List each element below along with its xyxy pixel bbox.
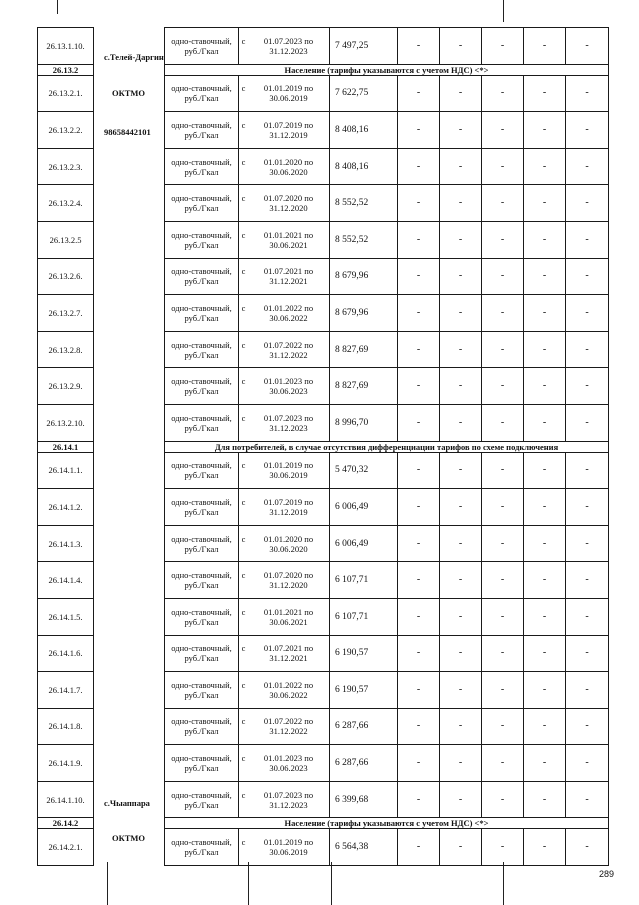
empty-value-dash: -: [524, 562, 566, 599]
empty-value-dash: -: [398, 781, 440, 818]
empty-value-dash: -: [482, 221, 524, 258]
table-row: [38, 452, 609, 489]
period-dates: 01.07.2019 по 31.12.2019: [263, 119, 314, 140]
empty-value-dash: -: [524, 331, 566, 368]
row-code: 26.13.2.2.: [38, 112, 94, 149]
tariff-unit: одно-ставочный, руб./Гкал: [165, 258, 239, 295]
period-dates: 01.01.2021 по 30.06.2021: [263, 606, 314, 627]
section-header-row: [38, 818, 609, 829]
period-prefix: с: [241, 266, 246, 277]
tariff-value: 8 679,96: [330, 295, 398, 332]
period-cell: [239, 230, 329, 250]
tariff-value: 8 827,69: [330, 368, 398, 405]
empty-value-dash: -: [398, 708, 440, 745]
period-prefix: с: [241, 83, 246, 94]
empty-value-dash: -: [482, 781, 524, 818]
empty-value-dash: -: [440, 185, 482, 222]
empty-value-dash: -: [398, 295, 440, 332]
period-prefix: с: [241, 35, 246, 46]
empty-value-dash: -: [482, 635, 524, 672]
row-code: 26.14.1.10.: [38, 781, 94, 818]
tariff-unit: одно-ставочный, руб./Гкал: [165, 745, 239, 782]
period-cell: [239, 303, 329, 323]
empty-value-dash: -: [524, 525, 566, 562]
period-prefix: с: [241, 412, 246, 423]
empty-value-dash: -: [482, 368, 524, 405]
empty-value-dash: -: [482, 75, 524, 112]
period-cell: [239, 340, 329, 360]
period-cell: [239, 837, 329, 857]
row-code: 26.14.1.8.: [38, 708, 94, 745]
section-title: Население (тарифы указываются с учетом НДС) <*>: [165, 818, 609, 829]
empty-value-dash: -: [482, 331, 524, 368]
empty-value-dash: -: [566, 708, 609, 745]
settlement-column: [94, 452, 165, 818]
period-prefix: с: [241, 679, 246, 690]
empty-value-dash: -: [440, 745, 482, 782]
empty-value-dash: -: [566, 745, 609, 782]
tariff-value: 6 006,49: [330, 525, 398, 562]
row-code: 26.14.1.5.: [38, 598, 94, 635]
scan-artifact-line: [248, 862, 249, 905]
empty-value-dash: -: [482, 258, 524, 295]
tariff-period: [239, 258, 330, 295]
tariff-period: [239, 598, 330, 635]
tariff-unit: одно-ставочный, руб./Гкал: [165, 404, 239, 441]
period-cell: [239, 790, 329, 810]
empty-value-dash: -: [398, 829, 440, 866]
empty-value-dash: -: [398, 525, 440, 562]
empty-value-dash: -: [398, 75, 440, 112]
period-cell: [239, 570, 329, 590]
empty-value-dash: -: [398, 404, 440, 441]
tariff-value: 8 408,16: [330, 112, 398, 149]
empty-value-dash: -: [482, 598, 524, 635]
empty-value-dash: -: [524, 829, 566, 866]
tariff-unit: одно-ставочный, руб./Гкал: [165, 672, 239, 709]
tariff-unit: одно-ставочный, руб./Гкал: [165, 829, 239, 866]
row-code: 26.14.1.6.: [38, 635, 94, 672]
section-header-row: [38, 441, 609, 452]
tariff-period: [239, 452, 330, 489]
row-code: 26.13.2.1.: [38, 75, 94, 112]
tariff-period: [239, 295, 330, 332]
empty-value-dash: -: [524, 672, 566, 709]
period-dates: 01.01.2022 по 30.06.2022: [263, 302, 314, 323]
empty-value-dash: -: [566, 148, 609, 185]
row-code: 26.13.2.6.: [38, 258, 94, 295]
tariff-unit: одно-ставочный, руб./Гкал: [165, 75, 239, 112]
period-prefix: с: [241, 643, 246, 654]
tariff-value: 6 399,68: [330, 781, 398, 818]
period-cell: [239, 266, 329, 286]
row-code: 26.14.1.9.: [38, 745, 94, 782]
scan-artifact-line: [503, 862, 504, 905]
empty-value-dash: -: [398, 489, 440, 526]
settlement-column: [94, 441, 165, 452]
empty-value-dash: -: [398, 672, 440, 709]
period-dates: 01.07.2021 по 31.12.2021: [263, 643, 314, 664]
empty-value-dash: -: [566, 562, 609, 599]
empty-value-dash: -: [440, 672, 482, 709]
tariff-period: [239, 75, 330, 112]
empty-value-dash: -: [482, 452, 524, 489]
page-number: 289: [599, 869, 615, 879]
empty-value-dash: -: [482, 708, 524, 745]
period-cell: [239, 413, 329, 433]
tariff-unit: одно-ставочный, руб./Гкал: [165, 452, 239, 489]
tariff-value: 5 470,32: [330, 452, 398, 489]
empty-value-dash: -: [398, 452, 440, 489]
empty-value-dash: -: [482, 562, 524, 599]
tariff-value: 8 552,52: [330, 185, 398, 222]
empty-value-dash: -: [524, 368, 566, 405]
tariff-unit: одно-ставочный, руб./Гкал: [165, 598, 239, 635]
tariff-period: [239, 404, 330, 441]
empty-value-dash: -: [440, 28, 482, 65]
row-code: 26.14.1.4.: [38, 562, 94, 599]
period-dates: 01.07.2023 по 31.12.2023: [263, 35, 314, 56]
empty-value-dash: -: [398, 745, 440, 782]
empty-value-dash: -: [566, 295, 609, 332]
tariff-value: 8 679,96: [330, 258, 398, 295]
period-cell: [239, 460, 329, 480]
tariff-unit: одно-ставочный, руб./Гкал: [165, 368, 239, 405]
tariff-value: 6 107,71: [330, 562, 398, 599]
tariff-value: 6 287,66: [330, 708, 398, 745]
empty-value-dash: -: [566, 75, 609, 112]
empty-value-dash: -: [566, 112, 609, 149]
empty-value-dash: -: [524, 781, 566, 818]
empty-value-dash: -: [524, 75, 566, 112]
tariff-period: [239, 148, 330, 185]
tariff-period: [239, 489, 330, 526]
period-prefix: с: [241, 606, 246, 617]
period-dates: 01.07.2023 по 31.12.2023: [263, 789, 314, 810]
empty-value-dash: -: [440, 148, 482, 185]
tariff-value: 8 552,52: [330, 221, 398, 258]
oktmo-label: ОКТМО: [112, 833, 145, 843]
scan-artifact-line: [107, 862, 108, 905]
empty-value-dash: -: [398, 562, 440, 599]
period-cell: [239, 157, 329, 177]
tariff-period: [239, 368, 330, 405]
tariff-value: 6 190,57: [330, 672, 398, 709]
empty-value-dash: -: [566, 781, 609, 818]
period-prefix: с: [241, 460, 246, 471]
tariff-unit: одно-ставочный, руб./Гкал: [165, 562, 239, 599]
period-cell: [239, 120, 329, 140]
empty-value-dash: -: [566, 28, 609, 65]
empty-value-dash: -: [524, 185, 566, 222]
period-prefix: с: [241, 753, 246, 764]
period-prefix: с: [241, 837, 246, 848]
empty-value-dash: -: [566, 221, 609, 258]
tariff-unit: одно-ставочный, руб./Гкал: [165, 112, 239, 149]
empty-value-dash: -: [482, 489, 524, 526]
empty-value-dash: -: [440, 368, 482, 405]
row-code: 26.13.2.9.: [38, 368, 94, 405]
row-code: 26.13.2.7.: [38, 295, 94, 332]
empty-value-dash: -: [440, 829, 482, 866]
empty-value-dash: -: [440, 489, 482, 526]
empty-value-dash: -: [524, 489, 566, 526]
tariff-value: 8 408,16: [330, 148, 398, 185]
empty-value-dash: -: [440, 452, 482, 489]
empty-value-dash: -: [482, 148, 524, 185]
row-code: 26.14.1.7.: [38, 672, 94, 709]
row-code: 26.14.1.1.: [38, 452, 94, 489]
row-code: 26.13.2.3.: [38, 148, 94, 185]
tariff-value: 6 287,66: [330, 745, 398, 782]
period-cell: [239, 753, 329, 773]
empty-value-dash: -: [440, 598, 482, 635]
empty-value-dash: -: [482, 404, 524, 441]
empty-value-dash: -: [440, 75, 482, 112]
empty-value-dash: -: [482, 28, 524, 65]
empty-value-dash: -: [524, 221, 566, 258]
section-code: 26.13.2: [38, 64, 94, 75]
empty-value-dash: -: [440, 781, 482, 818]
empty-value-dash: -: [398, 221, 440, 258]
tariff-value: 6 107,71: [330, 598, 398, 635]
empty-value-dash: -: [566, 672, 609, 709]
tariff-unit: одно-ставочный, руб./Гкал: [165, 148, 239, 185]
empty-value-dash: -: [398, 112, 440, 149]
section-header-row: [38, 64, 609, 75]
tariff-table: [37, 27, 609, 866]
tariff-unit: одно-ставочный, руб./Гкал: [165, 295, 239, 332]
empty-value-dash: -: [482, 745, 524, 782]
period-dates: 01.01.2019 по 30.06.2019: [263, 83, 314, 104]
empty-value-dash: -: [482, 185, 524, 222]
empty-value-dash: -: [440, 221, 482, 258]
tariff-value: 6 190,57: [330, 635, 398, 672]
period-dates: 01.01.2021 по 30.06.2021: [263, 229, 314, 250]
empty-value-dash: -: [566, 368, 609, 405]
tariff-period: [239, 635, 330, 672]
period-dates: 01.01.2023 по 30.06.2023: [263, 376, 314, 397]
tariff-value: 7 622,75: [330, 75, 398, 112]
period-cell: [239, 643, 329, 663]
tariff-unit: одно-ставочный, руб./Гкал: [165, 331, 239, 368]
empty-value-dash: -: [440, 525, 482, 562]
empty-value-dash: -: [440, 295, 482, 332]
period-prefix: с: [241, 119, 246, 130]
row-code: 26.14.1.2.: [38, 489, 94, 526]
empty-value-dash: -: [524, 635, 566, 672]
period-dates: 01.01.2019 по 30.06.2019: [263, 837, 314, 858]
tariff-period: [239, 525, 330, 562]
period-prefix: с: [241, 156, 246, 167]
empty-value-dash: -: [398, 185, 440, 222]
section-code: 26.14.1: [38, 441, 94, 452]
tariff-value: 7 497,25: [330, 28, 398, 65]
empty-value-dash: -: [524, 404, 566, 441]
scan-artifact-line: [331, 862, 332, 905]
tariff-period: [239, 331, 330, 368]
period-dates: 01.01.2023 по 30.06.2023: [263, 753, 314, 774]
row-code: 26.13.2.8.: [38, 331, 94, 368]
settlement-column: [94, 818, 165, 829]
empty-value-dash: -: [440, 112, 482, 149]
period-cell: [239, 680, 329, 700]
empty-value-dash: -: [566, 452, 609, 489]
period-cell: [239, 83, 329, 103]
scan-artifact-line: [503, 0, 504, 22]
empty-value-dash: -: [566, 635, 609, 672]
row-code: 26.13.1.10.: [38, 28, 94, 65]
empty-value-dash: -: [398, 258, 440, 295]
tariff-period: [239, 708, 330, 745]
settlement-column: [94, 64, 165, 75]
period-prefix: с: [241, 376, 246, 387]
empty-value-dash: -: [566, 598, 609, 635]
period-prefix: с: [241, 339, 246, 350]
empty-value-dash: -: [566, 258, 609, 295]
empty-value-dash: -: [482, 295, 524, 332]
period-dates: 01.07.2022 по 31.12.2022: [263, 716, 314, 737]
tariff-period: [239, 562, 330, 599]
empty-value-dash: -: [398, 598, 440, 635]
tariff-period: [239, 28, 330, 65]
empty-value-dash: -: [524, 148, 566, 185]
empty-value-dash: -: [566, 185, 609, 222]
empty-value-dash: -: [524, 112, 566, 149]
section-title: Население (тарифы указываются с учетом НДС) <*>: [165, 64, 609, 75]
empty-value-dash: -: [524, 295, 566, 332]
period-prefix: с: [241, 716, 246, 727]
settlement-name: с.Чыаппара: [104, 798, 150, 808]
tariff-unit: одно-ставочный, руб./Гкал: [165, 489, 239, 526]
oktmo-label: ОКТМО: [112, 88, 145, 98]
tariff-period: [239, 185, 330, 222]
empty-value-dash: -: [440, 635, 482, 672]
period-cell: [239, 534, 329, 554]
row-code: 26.14.1.3.: [38, 525, 94, 562]
tariff-period: [239, 781, 330, 818]
period-prefix: с: [241, 193, 246, 204]
empty-value-dash: -: [524, 745, 566, 782]
empty-value-dash: -: [398, 28, 440, 65]
tariff-unit: одно-ставочный, руб./Гкал: [165, 708, 239, 745]
period-dates: 01.07.2020 по 31.12.2020: [263, 193, 314, 214]
period-dates: 01.07.2023 по 31.12.2023: [263, 412, 314, 433]
period-dates: 01.07.2022 по 31.12.2022: [263, 339, 314, 360]
period-prefix: с: [241, 496, 246, 507]
tariff-unit: одно-ставочный, руб./Гкал: [165, 28, 239, 65]
empty-value-dash: -: [524, 708, 566, 745]
section-title: Для потребителей, в случае отсутствия дифференциации тарифов по схеме подключения: [165, 441, 609, 452]
empty-value-dash: -: [566, 331, 609, 368]
empty-value-dash: -: [482, 525, 524, 562]
row-code: 26.13.2.5: [38, 221, 94, 258]
empty-value-dash: -: [524, 258, 566, 295]
period-prefix: с: [241, 533, 246, 544]
period-dates: 01.01.2022 по 30.06.2022: [263, 679, 314, 700]
period-dates: 01.01.2020 по 30.06.2020: [263, 156, 314, 177]
tariff-unit: одно-ставочный, руб./Гкал: [165, 525, 239, 562]
empty-value-dash: -: [566, 489, 609, 526]
empty-value-dash: -: [398, 331, 440, 368]
tariff-unit: одно-ставочный, руб./Гкал: [165, 781, 239, 818]
period-cell: [239, 376, 329, 396]
period-cell: [239, 193, 329, 213]
tariff-period: [239, 672, 330, 709]
row-code: 26.14.2.1.: [38, 829, 94, 866]
period-dates: 01.07.2020 по 31.12.2020: [263, 570, 314, 591]
empty-value-dash: -: [440, 562, 482, 599]
empty-value-dash: -: [440, 331, 482, 368]
period-cell: [239, 716, 329, 736]
empty-value-dash: -: [440, 258, 482, 295]
tariff-value: 8 996,70: [330, 404, 398, 441]
empty-value-dash: -: [398, 635, 440, 672]
tariff-unit: одно-ставочный, руб./Гкал: [165, 185, 239, 222]
period-prefix: с: [241, 229, 246, 240]
tariff-value: 8 827,69: [330, 331, 398, 368]
row-code: 26.13.2.10.: [38, 404, 94, 441]
period-prefix: с: [241, 302, 246, 313]
tariff-value: 6 564,38: [330, 829, 398, 866]
empty-value-dash: -: [566, 404, 609, 441]
empty-value-dash: -: [398, 368, 440, 405]
tariff-unit: одно-ставочный, руб./Гкал: [165, 635, 239, 672]
scan-artifact-line: [57, 0, 58, 14]
empty-value-dash: -: [482, 672, 524, 709]
tariff-period: [239, 221, 330, 258]
empty-value-dash: -: [566, 829, 609, 866]
period-dates: 01.07.2019 по 31.12.2019: [263, 496, 314, 517]
empty-value-dash: -: [566, 525, 609, 562]
period-dates: 01.01.2020 по 30.06.2020: [263, 533, 314, 554]
tariff-unit: одно-ставочный, руб./Гкал: [165, 221, 239, 258]
empty-value-dash: -: [524, 452, 566, 489]
empty-value-dash: -: [398, 148, 440, 185]
period-cell: [239, 607, 329, 627]
empty-value-dash: -: [482, 112, 524, 149]
tariff-period: [239, 829, 330, 866]
tariff-period: [239, 745, 330, 782]
period-cell: [239, 36, 329, 56]
period-cell: [239, 497, 329, 517]
oktmo-code: 98658442101: [104, 127, 151, 137]
empty-value-dash: -: [440, 708, 482, 745]
section-code: 26.14.2: [38, 818, 94, 829]
tariff-value: 6 006,49: [330, 489, 398, 526]
empty-value-dash: -: [524, 28, 566, 65]
empty-value-dash: -: [524, 598, 566, 635]
period-prefix: с: [241, 570, 246, 581]
empty-value-dash: -: [482, 829, 524, 866]
period-dates: 01.07.2021 по 31.12.2021: [263, 266, 314, 287]
period-prefix: с: [241, 789, 246, 800]
row-code: 26.13.2.4.: [38, 185, 94, 222]
empty-value-dash: -: [440, 404, 482, 441]
tariff-period: [239, 112, 330, 149]
settlement-name: с.Телей-Даргин: [104, 52, 164, 62]
period-dates: 01.01.2019 по 30.06.2019: [263, 460, 314, 481]
